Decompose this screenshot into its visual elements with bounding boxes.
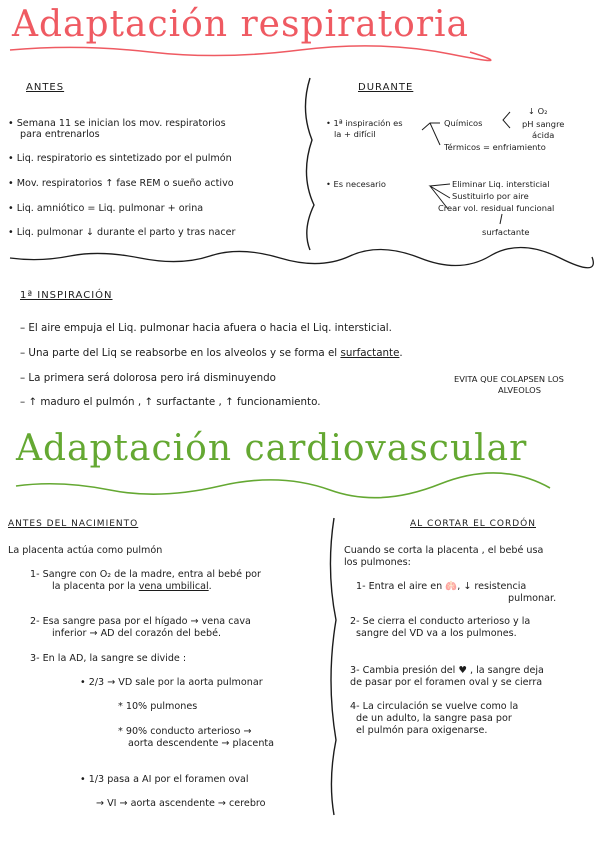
antes-nac-step-1: 1- Sangre con O₂ de la madre, entra al bebé por	[30, 569, 261, 580]
durante-sustituirlo: Sustituirlo por aire	[452, 191, 529, 201]
antes-nac-bullet-2: • 1/3 pasa a AI por el foramen oval	[80, 774, 249, 785]
corte-point-2: 2- Se cierra el conducto arterioso y la	[350, 616, 531, 627]
corte-point-1: 1- Entra el aire en 🫁, ↓ resistencia	[356, 581, 527, 592]
inspiracion-line-1: – El aire empuja el Liq. pulmonar hacia afuera o hacia el Liq. intersticial.	[20, 322, 392, 334]
antes-nac-step-1-cont	[52, 581, 212, 592]
corte-point-4-cont2: el pulmón para oxigenarse.	[356, 725, 488, 736]
corte-point-2-cont: sangre del VD va a los pulmones.	[356, 628, 517, 639]
antes-nac-bullet-1b: * 90% conducto arterioso →	[118, 726, 252, 737]
arrow-surfactante	[500, 214, 502, 224]
durante-eliminar: Eliminar Liq. intersticial	[452, 179, 550, 189]
antes-item-1: • Semana 11 se inician los mov. respiratorios	[8, 118, 226, 129]
title-underline-green	[16, 473, 550, 498]
surfactante-underlined: surfactante	[340, 347, 400, 359]
antes-nac-bullet-1a: * 10% pulmones	[118, 701, 198, 712]
inspiracion-line-2-end: .	[399, 347, 403, 359]
heading-cortar-cordon: AL CORTAR EL CORDÓN	[410, 519, 536, 529]
antes-nac-step-2: 2- Esa sangre pasa por el hígado → vena cava	[30, 616, 251, 627]
antes-item-2: • Liq. respiratorio es sintetizado por el pulmón	[8, 153, 232, 164]
durante-ph-cont: ácida	[532, 130, 555, 140]
antes-nac-step-1-text: la placenta por la	[52, 581, 136, 592]
vena-umbilical-underlined: vena umbilical	[138, 581, 209, 592]
durante-ph: pH sangre	[522, 119, 565, 129]
title-underline-red	[10, 46, 491, 61]
antes-nac-intro: La placenta actúa como pulmón	[8, 545, 163, 556]
inspiracion-line-4: – ↑ maduro el pulmón , ↑ surfactante , ↑ funcionamiento.	[20, 396, 321, 408]
bracket-quimicos	[422, 123, 440, 145]
corte-point-1-cont: pulmonar.	[508, 593, 557, 604]
antes-item-1-cont: para entrenarlos	[20, 129, 100, 140]
durante-crear: Crear vol. residual funcional	[438, 203, 555, 213]
antes-nac-bullet-1b-cont: aorta descendente → placenta	[128, 738, 275, 749]
antes-item-4: • Liq. amniótico = Liq. pulmonar + orina	[8, 203, 204, 214]
antes-item-3: • Mov. respiratorios ↑ fase REM o sueño activo	[8, 178, 234, 189]
heading-antes-nacimiento: ANTES DEL NACIMIENTO	[8, 519, 139, 529]
durante-primera: • 1ª inspiración es	[326, 118, 403, 128]
antes-nac-bullet-2a: → VI → aorta ascendente → cerebro	[96, 798, 266, 809]
section-divider-wave	[10, 247, 593, 267]
durante-primera-cont: la + difícil	[334, 129, 376, 139]
title-respiratoria: Adaptación respiratoria	[12, 4, 470, 45]
corte-intro: Cuando se corta la placenta , el bebé usa	[344, 545, 544, 556]
antes-item-5: • Liq. pulmonar ↓ durante el parto y tras nacer	[8, 227, 236, 238]
durante-quimicos: Químicos	[444, 118, 483, 128]
inspiracion-line-2	[20, 347, 403, 359]
bracket-o2	[503, 112, 510, 128]
antes-nac-bullet-1: • 2/3 → VD sale por la aorta pulmonar	[80, 677, 263, 688]
inspiracion-line-2-text: – Una parte del Liq se reabsorbe en los alveolos y se forma el	[20, 347, 338, 359]
heading-durante: DURANTE	[358, 82, 414, 93]
inspiracion-line-3: – La primera será dolorosa pero irá disminuyendo	[20, 372, 276, 384]
durante-surfactante: surfactante	[482, 227, 530, 237]
corte-intro-cont: los pulmones:	[344, 557, 411, 568]
corte-point-4-cont: de un adulto, la sangre pasa por	[356, 713, 512, 724]
durante-necesario: • Es necesario	[326, 179, 386, 189]
antes-nac-step-3: 3- En la AD, la sangre se divide :	[30, 653, 187, 664]
inspiracion-note-cont: ALVEOLOS	[498, 385, 541, 395]
corte-point-3-cont: de pasar por el foramen oval y se cierra	[350, 677, 543, 688]
column-divider-bottom	[330, 518, 336, 815]
antes-nac-step-1-end: .	[208, 581, 212, 592]
title-cardiovascular: Adaptación cardiovascular	[16, 428, 528, 469]
corte-point-3: 3- Cambia presión del ♥ , la sangre deja	[350, 665, 544, 676]
heading-inspiracion: 1ª INSPIRACIÓN	[20, 290, 113, 301]
durante-termicos: Térmicos = enfriamiento	[444, 142, 546, 152]
column-divider-top	[305, 78, 314, 250]
inspiracion-note: EVITA QUE COLAPSEN LOS	[454, 374, 564, 384]
antes-nac-step-2-cont: inferior → AD del corazón del bebé.	[52, 628, 222, 639]
corte-point-4: 4- La circulación se vuelve como la	[350, 701, 519, 712]
durante-o2: ↓ O₂	[528, 106, 548, 116]
heading-antes: ANTES	[26, 82, 65, 93]
